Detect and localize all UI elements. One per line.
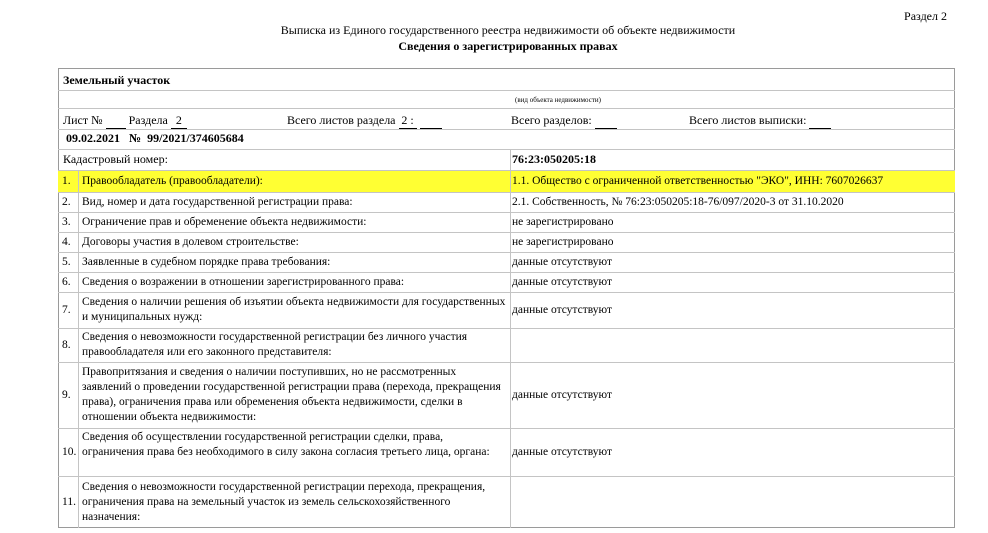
sheet-section-info xyxy=(63,113,187,129)
row-value: 2.1. Собственность, № 76:23:050205:18-76/097/2020-3 от 31.10.2020 xyxy=(512,195,844,208)
registration-line xyxy=(66,131,244,146)
divider xyxy=(58,149,955,150)
row-label: Вид, номер и дата государственной регистрации права: xyxy=(82,195,353,208)
document-subtitle: Сведения о зарегистрированных правах xyxy=(398,39,618,53)
row-divider xyxy=(58,272,955,273)
total-sections-label: Всего разделов: xyxy=(511,113,592,127)
row-label: Договоры участия в долевом строительстве: xyxy=(82,235,299,248)
row-number: 7. xyxy=(62,303,71,316)
row-divider xyxy=(58,428,955,429)
registration-date: 09.02.2021 xyxy=(66,131,120,145)
divider xyxy=(58,90,955,91)
total-sheets-section xyxy=(287,113,442,129)
row-divider xyxy=(58,476,955,477)
registration-no-label: № xyxy=(129,131,142,145)
row-label: Правообладатель (правообладатели): xyxy=(82,174,263,187)
row-divider xyxy=(58,212,955,213)
total-sheets-label: Всего листов выписки: xyxy=(689,113,807,127)
cadastral-label: Кадастровый номер: xyxy=(63,152,168,166)
table-row xyxy=(58,212,955,232)
cadastral-value: 76:23:050205:18 xyxy=(512,152,596,166)
row-label: Сведения о невозможности государственной регистрации перехода, прекращения, ограничения права на земельный участок из земель сельскохозяйственного назначения: xyxy=(82,480,486,523)
divider xyxy=(58,108,955,109)
row-value: данные отсутствуют xyxy=(512,445,612,458)
row-value: данные отсутствуют xyxy=(512,255,612,268)
table-row xyxy=(58,428,955,476)
row-divider xyxy=(58,170,955,171)
row-number: 1. xyxy=(62,174,71,187)
total-sections xyxy=(511,113,617,129)
total-sheets xyxy=(689,113,831,129)
row-number: 9. xyxy=(62,388,71,401)
section-label: Раздел 2 xyxy=(904,9,947,23)
table-row xyxy=(58,272,955,292)
total-sheets-section-value: 2 : xyxy=(399,113,417,129)
row-value: не зарегистрировано xyxy=(512,235,614,248)
row-value: данные отсутствуют xyxy=(512,388,612,401)
table-row xyxy=(58,252,955,272)
row-number: 11. xyxy=(62,495,76,508)
blank xyxy=(809,113,831,129)
row-number: 3. xyxy=(62,215,71,228)
table-row xyxy=(58,328,955,362)
table-row xyxy=(58,362,955,428)
row-label: Ограничение прав и обременение объекта недвижимости: xyxy=(82,215,367,228)
table-row xyxy=(58,476,955,528)
row-value: данные отсутствуют xyxy=(512,303,612,316)
table-row xyxy=(58,192,955,212)
row-divider xyxy=(58,232,955,233)
row-number: 4. xyxy=(62,235,71,248)
table-row xyxy=(58,232,955,252)
row-number: 10. xyxy=(62,445,77,458)
object-type: Земельный участок xyxy=(63,73,171,87)
row-divider xyxy=(58,328,955,329)
row-value: не зарегистрировано xyxy=(512,215,614,228)
row-value: данные отсутствуют xyxy=(512,275,612,288)
row-divider xyxy=(58,252,955,253)
section-value: 2 xyxy=(171,113,187,129)
section-label-text: Раздела xyxy=(128,113,168,127)
registration-number: 99/2021/374605684 xyxy=(147,131,244,145)
table-row xyxy=(58,170,955,192)
row-divider xyxy=(58,292,955,293)
row-label: Сведения о возражении в отношении зарегистрированного права: xyxy=(82,275,405,288)
object-type-caption: (вид объекта недвижимости) xyxy=(515,96,601,104)
row-number: 6. xyxy=(62,275,71,288)
row-number: 5. xyxy=(62,255,71,268)
row-label: Правопритязания и сведения о наличии поступивших, но не рассмотренных заявлений о проведении государственной регистрации права (перехода, прекращения права), ограничения права или обременения объекта недвижимости, сделки в отношении объекта недвижимости: xyxy=(82,366,501,423)
blank xyxy=(595,113,617,129)
row-divider xyxy=(58,192,955,193)
document-title: Выписка из Единого государственного реестра недвижимости об объекте недвижимости xyxy=(280,23,736,37)
sheet-no-label: Лист № xyxy=(63,113,103,127)
total-sheets-section-label: Всего листов раздела xyxy=(287,113,396,127)
column-divider xyxy=(510,149,511,528)
row-label: Сведения об осуществлении государственной регистрации сделки, права, ограничения права без необходимого в силу закона согласия третьего лица, органа: xyxy=(82,430,490,458)
blank xyxy=(420,113,442,129)
divider xyxy=(58,129,955,130)
column-divider xyxy=(78,170,79,528)
row-number: 8. xyxy=(62,338,71,351)
row-number: 2. xyxy=(62,195,71,208)
row-value: 1.1. Общество с ограниченной ответственностью "ЭКО", ИНН: 7607026637 xyxy=(512,174,884,187)
sheet-no-blank xyxy=(106,113,126,129)
row-label: Заявленные в судебном порядке права требования: xyxy=(82,255,331,268)
row-divider xyxy=(58,362,955,363)
row-label: Сведения о невозможности государственной регистрации без личного участия правообладателя или его законного представителя: xyxy=(82,331,468,358)
row-label: Сведения о наличии решения об изъятии объекта недвижимости для государственных и муниципальных нужд: xyxy=(82,296,506,323)
table-row xyxy=(58,292,955,328)
